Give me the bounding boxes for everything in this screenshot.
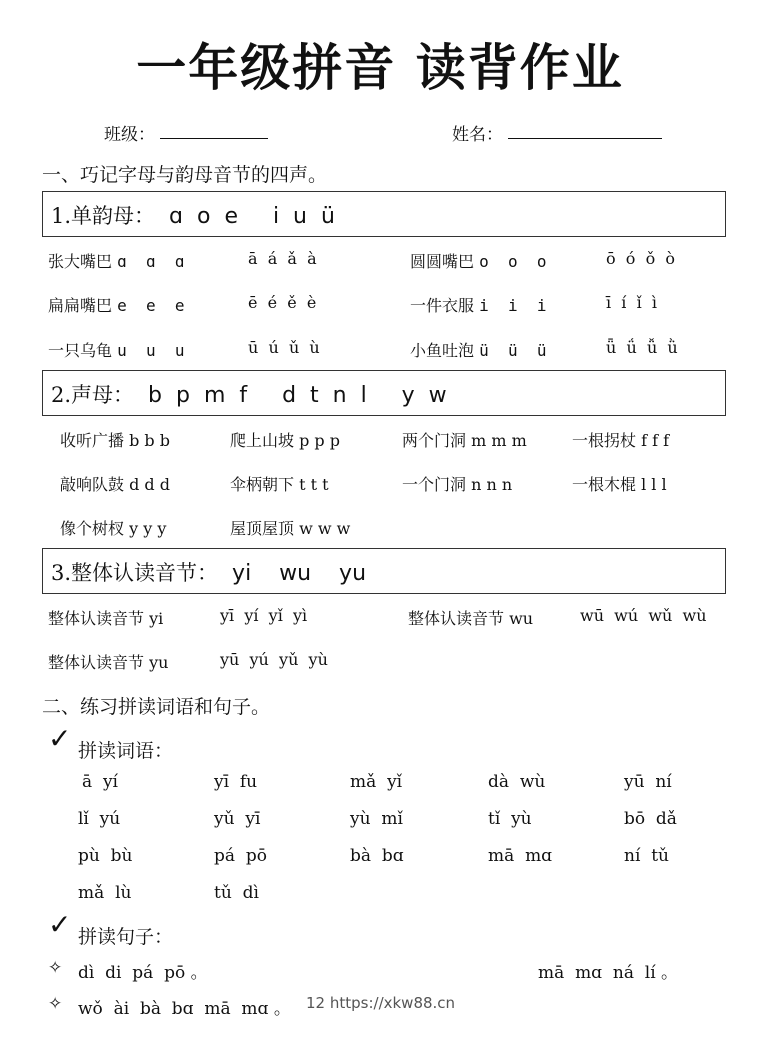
word-item: mǎ lù	[78, 883, 132, 903]
initials-item: 一根拐杖 f f f	[572, 431, 670, 450]
box-initials	[42, 370, 726, 416]
box-3-letters: yi wu yu	[232, 561, 367, 586]
word-item: bō dǎ	[624, 809, 677, 829]
word-item: lǐ yú	[78, 809, 121, 829]
word-item: dà wù	[488, 772, 546, 792]
box-whole-syllables	[42, 548, 726, 594]
check-icon: ✓	[48, 722, 72, 755]
sentence-1-right: mā mɑ ná lí 。	[538, 963, 679, 983]
name-field[interactable]	[508, 138, 662, 139]
finals-row-1a: 张大嘴巴 ɑ ɑ ɑ	[48, 252, 185, 271]
sentences-label: 拼读句子：	[78, 926, 174, 948]
syllable-row-2a: 整体认读音节 yu	[48, 653, 169, 672]
word-item: yī fu	[214, 772, 258, 792]
word-item: ā yí	[82, 772, 118, 792]
box-3-label: 3.整体认读音节：	[51, 561, 219, 585]
finals-row-2a-tones: ē é ě è	[248, 293, 317, 312]
finals-row-3b-tones: ǖ ǘ ǚ ǜ	[606, 338, 678, 357]
finals-row-3a-tones: ū ú ǔ ù	[248, 338, 320, 357]
sentence-2: wǒ ài bà bɑ mā mɑ 。	[78, 999, 291, 1019]
word-item: bà bɑ	[350, 846, 404, 866]
box-2-letters: b p m f d t n l y w	[148, 383, 447, 408]
finals-row-2b-tones: ī í ǐ ì	[606, 293, 657, 312]
word-item: ní tǔ	[624, 846, 669, 866]
syllable-row-1b: 整体认读音节 wu	[408, 609, 534, 628]
syllable-row-2a-tones: yū yú yǔ yù	[220, 650, 328, 669]
syllable-row-1b-tones: wū wú wǔ wù	[580, 606, 707, 625]
finals-row-3b: 小鱼吐泡 ü ü ü	[410, 341, 547, 360]
word-item: pù bù	[78, 846, 133, 866]
finals-row-2b: 一件衣服 i i i	[410, 296, 547, 315]
syllable-row-1a-tones: yī yí yǐ yì	[220, 606, 308, 625]
finals-row-1b-tones: ō ó ǒ ò	[606, 249, 676, 268]
page-title: 一年级拼音 读背作业	[136, 39, 624, 97]
word-item: mā mɑ	[488, 846, 553, 866]
class-label: 班级：	[104, 125, 155, 145]
initials-item: 屋顶屋顶 w w w	[230, 519, 351, 538]
check-icon: ✓	[48, 908, 72, 941]
word-item: yū ní	[624, 772, 672, 792]
star-bullet-icon: ✧	[48, 994, 63, 1014]
word-item: tǐ yù	[488, 809, 532, 829]
star-bullet-icon: ✧	[48, 958, 63, 978]
sentence-1-left: dì di pá pō 。	[78, 963, 208, 983]
watermark: 12 https://xkw88.cn	[306, 994, 456, 1012]
name-label: 姓名：	[452, 125, 503, 145]
box-single-finals	[42, 191, 726, 237]
initials-item: 敲响队鼓 d d d	[60, 475, 170, 494]
finals-row-3a: 一只乌龟 u u u	[48, 341, 185, 360]
initials-item: 两个门洞 m m m	[402, 431, 527, 450]
finals-row-1a-tones: ā á ǎ à	[248, 249, 317, 268]
word-item: pá pō	[214, 846, 267, 866]
class-field[interactable]	[160, 138, 268, 139]
syllable-row-1a: 整体认读音节 yi	[48, 609, 164, 628]
word-item: mǎ yǐ	[350, 772, 403, 792]
finals-row-2a: 扁扁嘴巴 e e e	[48, 296, 185, 315]
section-1-title: 一、巧记字母与韵母音节的四声。	[42, 164, 328, 186]
initials-item: 伞柄朝下 t t t	[230, 475, 329, 494]
box-1-letters: ɑ o e i u ü	[169, 204, 335, 229]
word-item: tǔ dì	[214, 883, 259, 903]
initials-item: 一个门洞 n n n	[402, 475, 513, 494]
word-item: yù mǐ	[350, 809, 403, 829]
word-item: yǔ yī	[214, 809, 261, 829]
initials-item: 爬上山坡 p p p	[230, 431, 340, 450]
finals-row-1b: 圆圆嘴巴 o o o	[410, 252, 547, 271]
words-label: 拼读词语：	[78, 740, 174, 762]
box-1-label: 1.单韵母：	[51, 204, 156, 228]
initials-item: 收听广播 b b b	[60, 431, 170, 450]
initials-item: 一根木棍 l l l	[572, 475, 667, 494]
initials-item: 像个树杈 y y y	[60, 519, 167, 538]
section-2-title: 二、练习拼读词语和句子。	[42, 696, 271, 718]
box-2-label: 2.声母：	[51, 383, 135, 407]
